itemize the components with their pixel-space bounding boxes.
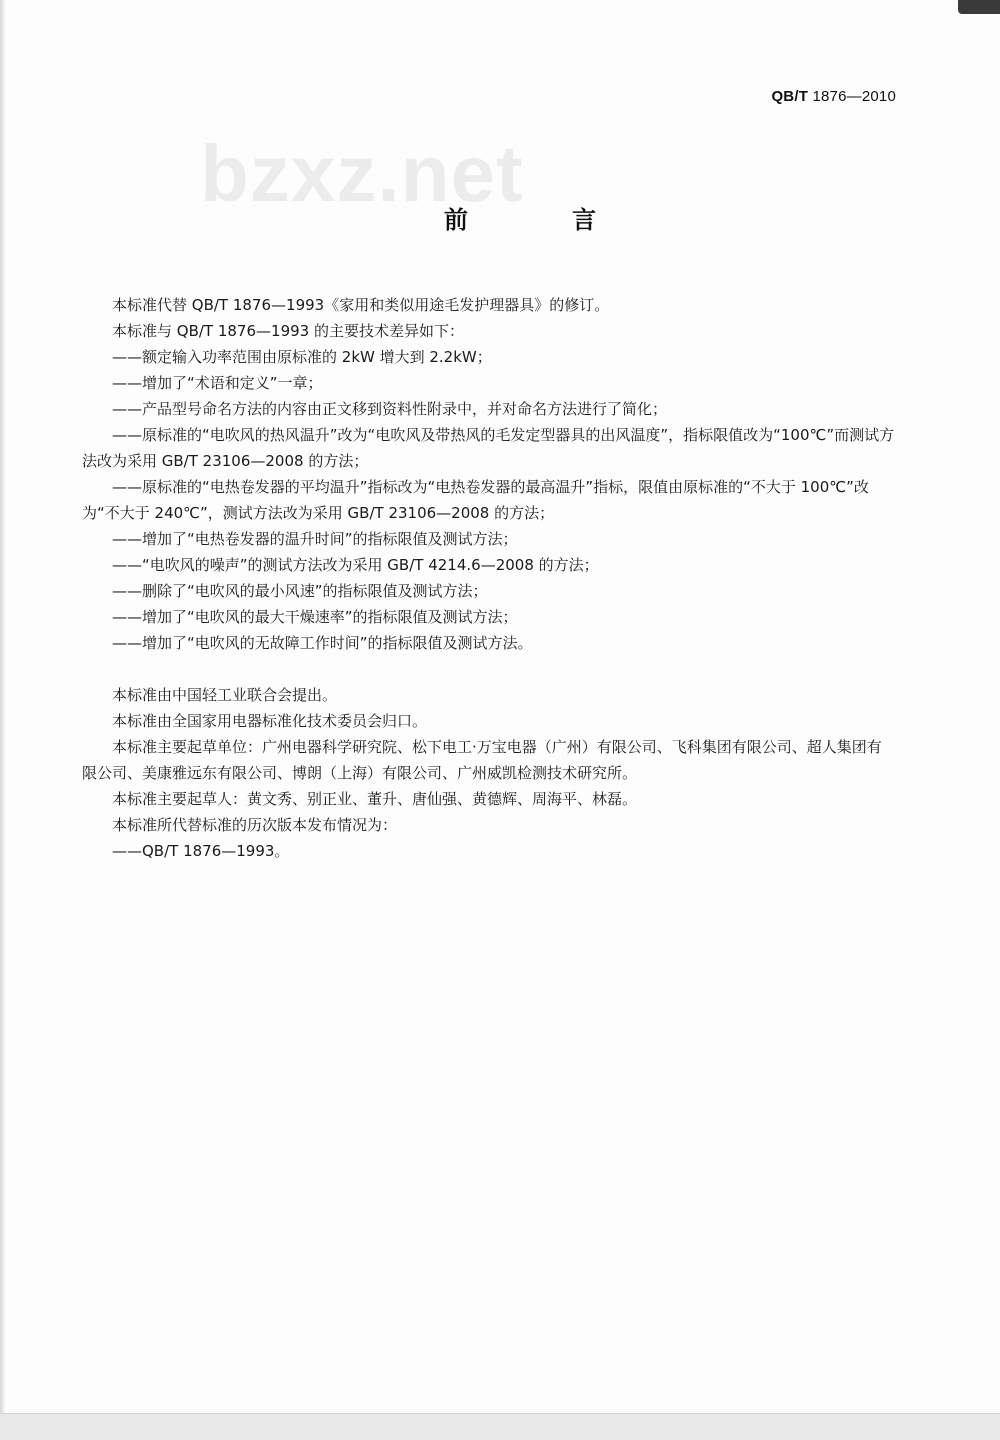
- paragraph: 本标准与 QB/T 1876—1993 的主要技术差异如下：: [112, 322, 464, 340]
- list-item: ——原标准的“电热卷发器的平均温升”指标改为“电热卷发器的最高温升”指标，限值由原标准的“不大于 100℃”改为“不大于 240℃”，测试方法改为采用 GB/T 23106—2008 的方法；: [82, 478, 869, 522]
- watermark-text: bzxz.net: [200, 129, 524, 218]
- paragraph: 本标准主要起草单位：广州电器科学研究院、松下电工·万宝电器（广州）有限公司、飞科集团有限公司、超人集团有限公司、美康雅远东有限公司、博朗（上海）有限公司、广州威凯检测技术研究所。: [82, 738, 882, 782]
- standard-code: [771, 88, 896, 105]
- paragraph: 本标准主要起草人：黄文秀、别正业、董升、唐仙强、黄德辉、周海平、林磊。: [112, 790, 638, 808]
- paragraph: 本标准代替 QB/T 1876—1993《家用和类似用途毛发护理器具》的修订。: [112, 296, 610, 314]
- page-title: 前 言: [444, 206, 636, 234]
- paragraph: 本标准所代替标准的历次版本发布情况为：: [112, 816, 398, 834]
- paragraph: 本标准由中国轻工业联合会提出。: [112, 686, 338, 704]
- list-item: ——“电吹风的噪声”的测试方法改为采用 GB/T 4214.6—2008 的方法；: [112, 556, 599, 574]
- list-item: ——额定输入功率范围由原标准的 2kW 增大到 2.2kW；: [112, 348, 492, 366]
- document-body: [82, 292, 895, 864]
- list-item: ——增加了“电吹风的无故障工作时间”的指标限值及测试方法。: [112, 634, 533, 652]
- list-item: ——增加了“术语和定义”一章；: [112, 374, 323, 392]
- list-item: ——原标准的“电吹风的热风温升”改为“电吹风及带热风的毛发定型器具的出风温度”，指标限值改为“100℃”而测试方法改为采用 GB/T 23106—2008 的方法；: [82, 426, 895, 470]
- paragraph-gap: [82, 656, 895, 682]
- list-item: ——QB/T 1876—1993。: [112, 842, 290, 860]
- scan-corner-mark: [958, 0, 1000, 14]
- paragraph: 本标准由全国家用电器标准化技术委员会归口。: [112, 712, 428, 730]
- list-item: ——产品型号命名方法的内容由正文移到资料性附录中，并对命名方法进行了简化；: [112, 400, 668, 418]
- list-item: ——增加了“电热卷发器的温升时间”的指标限值及测试方法；: [112, 530, 518, 548]
- standard-code-number: 1876—2010: [812, 88, 896, 105]
- list-item: ——增加了“电吹风的最大干燥速率”的指标限值及测试方法；: [112, 608, 518, 626]
- standard-code-prefix: QB/T: [771, 88, 809, 105]
- bottom-scrollbar-strip: [0, 1413, 1000, 1440]
- list-item: ——删除了“电吹风的最小风速”的指标限值及测试方法；: [112, 582, 488, 600]
